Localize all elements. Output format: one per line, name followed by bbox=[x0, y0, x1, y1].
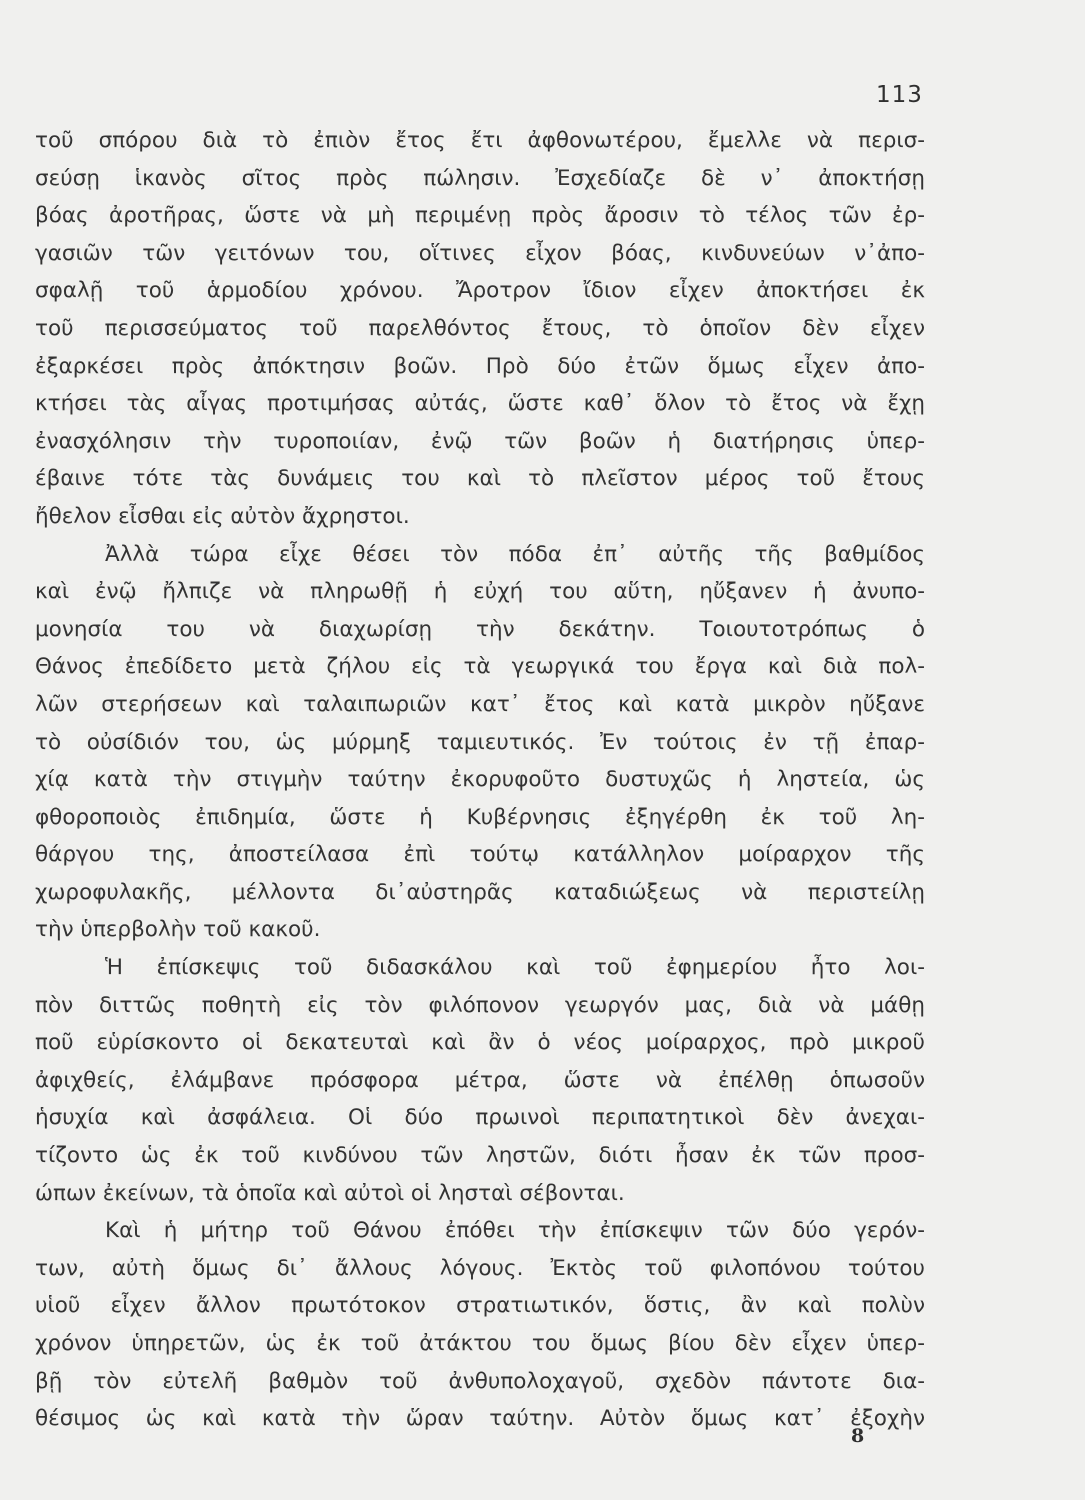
text-line: μονησία του νὰ διαχωρίσῃ τὴν δεκάτην. Τοιουτοτρόπως ὁ bbox=[35, 616, 925, 642]
text-line: των, αὐτὴ ὅμως δι᾽ ἄλλους λόγους. Ἐκτὸς τοῦ φιλοπόνου τούτου bbox=[35, 1255, 925, 1281]
text-line: χίᾳ κατὰ τὴν στιγμὴν ταύτην ἐκορυφοῦτο δυστυχῶς ἡ ληστεία, ὡς bbox=[35, 767, 925, 793]
text-line: τοῦ περισσεύματος τοῦ παρελθόντος ἔτους, τὸ ὁποῖον δὲν εἶχεν bbox=[35, 315, 925, 341]
text-line: Ἡ ἐπίσκεψις τοῦ διδασκάλου καὶ τοῦ ἐφημερίου ἦτο λοι- bbox=[105, 955, 925, 981]
text-line: τοῦ σπόρου διὰ τὸ ἐπιὸν ἔτος ἔτι ἀφθονωτέρου, ἔμελλε νὰ περισ- bbox=[35, 128, 925, 153]
text-line: φθοροποιὸς ἐπιδημία, ὥστε ἡ Κυβέρνησις ἐξηγέρθη ἐκ τοῦ λη- bbox=[35, 804, 925, 830]
paragraph bbox=[35, 536, 925, 950]
text-line: χρόνον ὑπηρετῶν, ὡς ἐκ τοῦ ἀτάκτου του ὅμως βίου δὲν εἶχεν ὑπερ- bbox=[35, 1331, 925, 1356]
text-line: σφαλῇ τοῦ ἁρμοδίου χρόνου. Ἄροτρον ἴδιον εἶχεν ἀποκτήσει ἐκ bbox=[35, 278, 925, 304]
signature-mark: 8 bbox=[851, 1425, 865, 1447]
text-line: ἐξαρκέσει πρὸς ἀπόκτησιν βοῶν. Πρὸ δύο ἐτῶν ὅμως εἶχεν ἀπο- bbox=[35, 353, 925, 379]
text-line: ώπων ἐκείνων, τὰ ὁποῖα καὶ αὐτοὶ οἱ λησταὶ σέβονται. bbox=[35, 1180, 625, 1206]
text-line: ἀφιχθείς, ἐλάμβανε πρόσφορα μέτρα, ὥστε νὰ ἐπέλθῃ ὁπωσοῦν bbox=[35, 1067, 925, 1093]
paragraph bbox=[35, 949, 925, 1212]
body-text bbox=[35, 122, 925, 1438]
text-line: πὸν διττῶς ποθητὴ εἰς τὸν φιλόπονον γεωργόν μας, διὰ νὰ μάθῃ bbox=[35, 992, 925, 1018]
text-line: χωροφυλακῆς, μέλλοντα δι᾽αὐστηρᾶς καταδιώξεως νὰ περιστείλῃ bbox=[35, 879, 925, 905]
text-line: ἤθελον εἶσθαι εἰς αὐτὸν ἄχρηστοι. bbox=[35, 503, 410, 529]
text-line: κτήσει τὰς αἶγας προτιμήσας αὐτάς, ὥστε καθ᾽ ὅλον τὸ ἔτος νὰ ἔχῃ bbox=[35, 391, 925, 417]
text-line: Ἀλλὰ τώρα εἶχε θέσει τὸν πόδα ἐπ᾽ αὐτῆς τῆς βαθμίδος bbox=[105, 541, 925, 567]
paragraph bbox=[35, 1212, 925, 1438]
text-line: βόας ἀροτῆρας, ὥστε νὰ μὴ περιμένῃ πρὸς ἄροσιν τὸ τέλος τῶν ἐρ- bbox=[35, 203, 925, 229]
text-line: ποῦ εὑρίσκοντο οἱ δεκατευταὶ καὶ ἂν ὁ νέος μοίραρχος, πρὸ μικροῦ bbox=[35, 1030, 925, 1056]
text-line: Θάνος ἐπεδίδετο μετὰ ζήλου εἰς τὰ γεωργικά του ἔργα καὶ διὰ πολ- bbox=[35, 654, 925, 680]
text-line: θάργου της, ἀποστείλασα ἐπὶ τούτῳ κατάλληλον μοίραρχον τῆς bbox=[35, 842, 925, 868]
text-line: γασιῶν τῶν γειτόνων του, οἵτινες εἶχον βόας, κινδυνεύων ν᾽ἀπο- bbox=[35, 240, 925, 266]
text-line: λῶν στερήσεων καὶ ταλαιπωριῶν κατ᾽ ἔτος καὶ κατὰ μικρὸν ηὔξανε bbox=[35, 691, 925, 717]
text-line: ἐνασχόλησιν τὴν τυροποιίαν, ἐνῷ τῶν βοῶν ἡ διατήρησις ὑπερ- bbox=[35, 428, 925, 454]
text-line: καὶ ἐνῷ ἤλπιζε νὰ πληρωθῇ ἡ εὐχή του αὕτη, ηὔξανεν ἡ ἀνυπο- bbox=[35, 579, 925, 605]
text-line: έβαινε τότε τὰς δυνάμεις του καὶ τὸ πλεῖστον μέρος τοῦ ἔτους bbox=[35, 466, 925, 492]
text-line: Καὶ ἡ μήτηρ τοῦ Θάνου ἐπόθει τὴν ἐπίσκεψιν τῶν δύο γερόν- bbox=[105, 1218, 925, 1244]
text-line: τὴν ὑπερβολὴν τοῦ κακοῦ. bbox=[35, 917, 321, 943]
text-line: σεύσῃ ἱκανὸς σῖτος πρὸς πώλησιν. Ἐσχεδίαζε δὲ ν᾽ ἀποκτήσῃ bbox=[35, 165, 925, 191]
text-line: ἡσυχία καὶ ἀσφάλεια. Οἱ δύο πρωινοὶ περιπατητικοὶ δὲν ἀνεχαι- bbox=[35, 1105, 925, 1131]
text-line: βῇ τὸν εὐτελῆ βαθμὸν τοῦ ἀνθυπολοχαγοῦ, σχεδὸν πάντοτε δια- bbox=[35, 1368, 925, 1394]
page-number: 113 bbox=[876, 82, 923, 108]
text-line: θέσιμος ὡς καὶ κατὰ τὴν ὥραν ταύτην. Αὐτὸν ὅμως κατ᾽ ἐξοχὴν bbox=[35, 1406, 925, 1432]
text-line: υἱοῦ εἶχεν ἄλλον πρωτότοκον στρατιωτικόν, ὅστις, ἂν καὶ πολὺν bbox=[35, 1293, 925, 1319]
text-line: τίζοντο ὡς ἐκ τοῦ κινδύνου τῶν ληστῶν, διότι ἦσαν ἐκ τῶν προσ- bbox=[35, 1143, 925, 1169]
paragraph bbox=[35, 122, 925, 536]
text-line: τὸ οὐσίδιόν του, ὡς μύρμηξ ταμιευτικός. Ἐν τούτοις ἐν τῇ ἐπαρ- bbox=[35, 729, 925, 755]
